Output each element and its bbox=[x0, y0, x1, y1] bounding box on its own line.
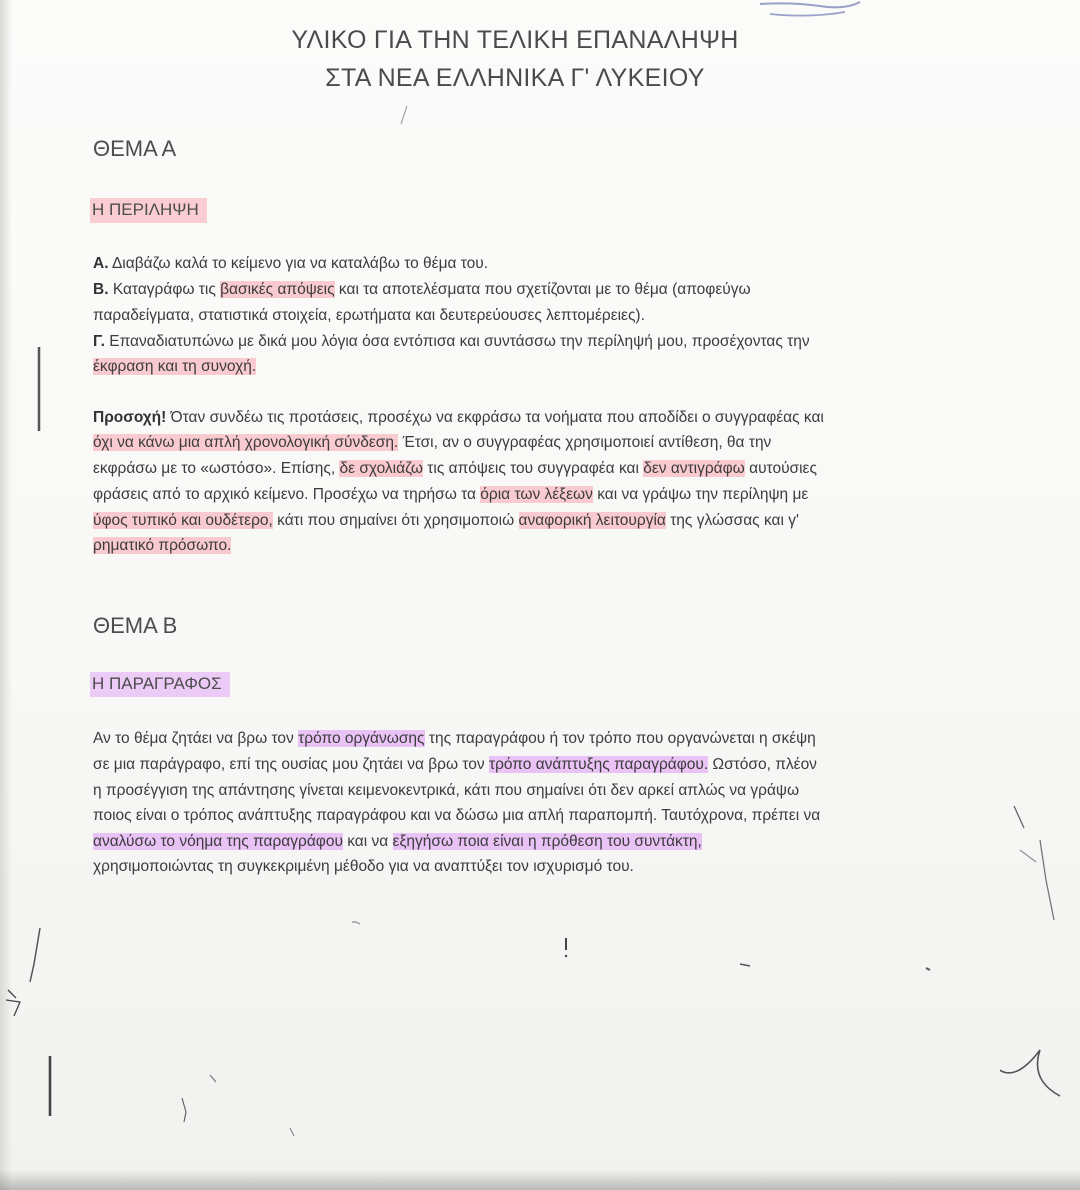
note-l5-highlight-1: ύφος τυπικό και ουδέτερο, bbox=[93, 512, 273, 529]
note-l4-text-1: φράσεις από το αρχικό κείμενο. Προσέχω να τηρήσω τα bbox=[93, 486, 476, 503]
step-a-line bbox=[93, 254, 488, 274]
right-margin-pencil-marks bbox=[1000, 800, 1070, 1100]
para-l3-text: η προσέγγιση της απάντησης γίνεται κειμενοκεντρικά, κάτι που σημαίνει ότι δεν αρκεί απλώς να γράψω bbox=[93, 782, 800, 799]
para-l6-text: χρησιμοποιώντας τη συγκεκριμένη μέθοδο για να αναπτύξει τον ισχυρισμό του. bbox=[93, 858, 634, 875]
note-l6-highlight: ρηματικό πρόσωπο. bbox=[93, 537, 232, 554]
note-l5-text-2: της γλώσσας και γ' bbox=[670, 512, 799, 529]
note-line-2 bbox=[93, 433, 771, 453]
step-c-line-1 bbox=[93, 332, 810, 352]
note-l4-text-2: και να γράψω την περίληψη με bbox=[597, 486, 809, 503]
note-line-4 bbox=[93, 485, 808, 505]
para-l1-text-1: Αν το θέμα ζητάει να βρω τον bbox=[93, 730, 294, 747]
step-c-label: Γ. bbox=[93, 333, 105, 350]
section-a-subheading: Η ΠΕΡΙΛΗΨΗ bbox=[90, 198, 207, 223]
para-l5-highlight-2: εξηγήσω ποια είναι η πρόθεση του συντάκτη, bbox=[392, 833, 702, 850]
document-title-line-1: ΥΛΙΚΟ ΓΙΑ ΤΗΝ ΤΕΛΙΚΗ ΕΠΑΝΑΛΗΨΗ bbox=[291, 26, 739, 54]
note-l5-text-1: κάτι που σημαίνει ότι χρησιμοποιώ bbox=[277, 512, 515, 529]
para-l1-text-2: της παραγράφου ή τον τρόπο που οργανώνεται η σκέψη bbox=[428, 730, 816, 747]
para-l2-text-2: Ωστόσο, πλέον bbox=[712, 756, 817, 773]
margin-pen-mark-upper bbox=[34, 345, 44, 435]
para-line-6 bbox=[93, 857, 634, 877]
note-line-5 bbox=[93, 511, 799, 531]
note-l3-text-1: εκφράσω με το «ωστόσο». Επίσης, bbox=[93, 460, 336, 477]
para-line-3 bbox=[93, 781, 799, 801]
note-l2-highlight: όχι να κάνω μια απλή χρονολογική σύνδεση. bbox=[93, 434, 399, 451]
step-b-highlight: βασικές απόψεις bbox=[220, 281, 335, 298]
para-l2-highlight: τρόπο ανάπτυξης παραγράφου. bbox=[488, 756, 709, 773]
section-b-heading: ΘΕΜΑ Β bbox=[93, 613, 178, 638]
para-l5-text-1: και να bbox=[347, 833, 389, 850]
step-b-line-1 bbox=[93, 280, 751, 300]
title-pencil-tick bbox=[398, 104, 410, 126]
step-b-line-2 bbox=[93, 306, 645, 326]
margin-pen-mark-lower bbox=[0, 920, 80, 1120]
section-b-subheading: Η ΠΑΡΑΓΡΑΦΟΣ bbox=[90, 672, 230, 697]
para-line-4 bbox=[93, 806, 820, 826]
note-l2-text: Έτσι, αν ο συγγραφέας χρησιμοποιεί αντίθεση, θα την bbox=[402, 434, 772, 451]
top-right-scribble bbox=[750, 0, 870, 24]
para-l4-text: ποιος είναι ο τρόπος ανάπτυξης παραγράφου και να δώσω μια απλή παραπομπή. Ταυτόχρονα, πρέπει να bbox=[93, 807, 821, 824]
para-l2-text-1: σε μια παράγραφο, επί της ουσίας μου ζητάει να βρω τον bbox=[93, 756, 485, 773]
note-label: Προσοχή! bbox=[93, 409, 167, 426]
step-b-text-2: και τα αποτελέσματα που σχετίζονται με το θέμα (αποφεύγω bbox=[338, 281, 751, 298]
step-a-text: Διαβάζω καλά το κείμενο για να καταλάβω το θέμα του. bbox=[111, 255, 489, 272]
lower-pencil-marks bbox=[170, 900, 970, 1150]
step-b-label: Β. bbox=[93, 281, 109, 298]
note-l5-highlight-2: αναφορική λειτουργία bbox=[518, 512, 666, 529]
para-line-1 bbox=[93, 729, 816, 749]
para-l1-highlight: τρόπο οργάνωσης bbox=[298, 730, 425, 747]
step-c-text-1: Επαναδιατυπώνω με δικά μου λόγια όσα εντόπισα και συντάσσω την περίληψή μου, προσέχοντας την bbox=[109, 333, 810, 350]
note-line-6 bbox=[93, 536, 231, 556]
note-l3-text-3: αυτούσιες bbox=[749, 460, 817, 477]
para-line-5 bbox=[93, 832, 702, 852]
page-bottom-shadow bbox=[0, 1170, 1080, 1190]
step-c-line-2 bbox=[93, 357, 256, 377]
step-a-label: Α. bbox=[93, 255, 109, 272]
note-l1-text: Όταν συνδέω τις προτάσεις, προσέχω να εκφράσω τα νοήματα που αποδίδει ο συγγραφέας και bbox=[170, 409, 824, 426]
section-a-heading: ΘΕΜΑ Α bbox=[93, 136, 177, 161]
step-b-text-1: Καταγράφω τις bbox=[112, 281, 216, 298]
note-l3-text-2: τις απόψεις του συγγραφέα και bbox=[427, 460, 639, 477]
note-line-3 bbox=[93, 459, 817, 479]
step-c-highlight: έκφραση και τη συνοχή. bbox=[93, 358, 257, 375]
note-l3-highlight-1: δε σχολιάζω bbox=[339, 460, 423, 477]
step-b-line-2-text: παραδείγματα, στατιστικά στοιχεία, ερωτήματα και δευτερεύουσες λεπτομέρειες). bbox=[93, 307, 645, 324]
para-l5-highlight-1: αναλύσω το νόημα της παραγράφου bbox=[93, 833, 343, 850]
note-l3-highlight-2: δεν αντιγράφω bbox=[643, 460, 745, 477]
document-title-line-2: ΣΤΑ ΝΕΑ ΕΛΛΗΝΙΚΑ Γ' ΛΥΚΕΙΟΥ bbox=[325, 64, 705, 92]
note-l4-highlight: όρια των λέξεων bbox=[480, 486, 593, 503]
para-line-2 bbox=[93, 755, 817, 775]
note-line-1 bbox=[93, 408, 824, 428]
